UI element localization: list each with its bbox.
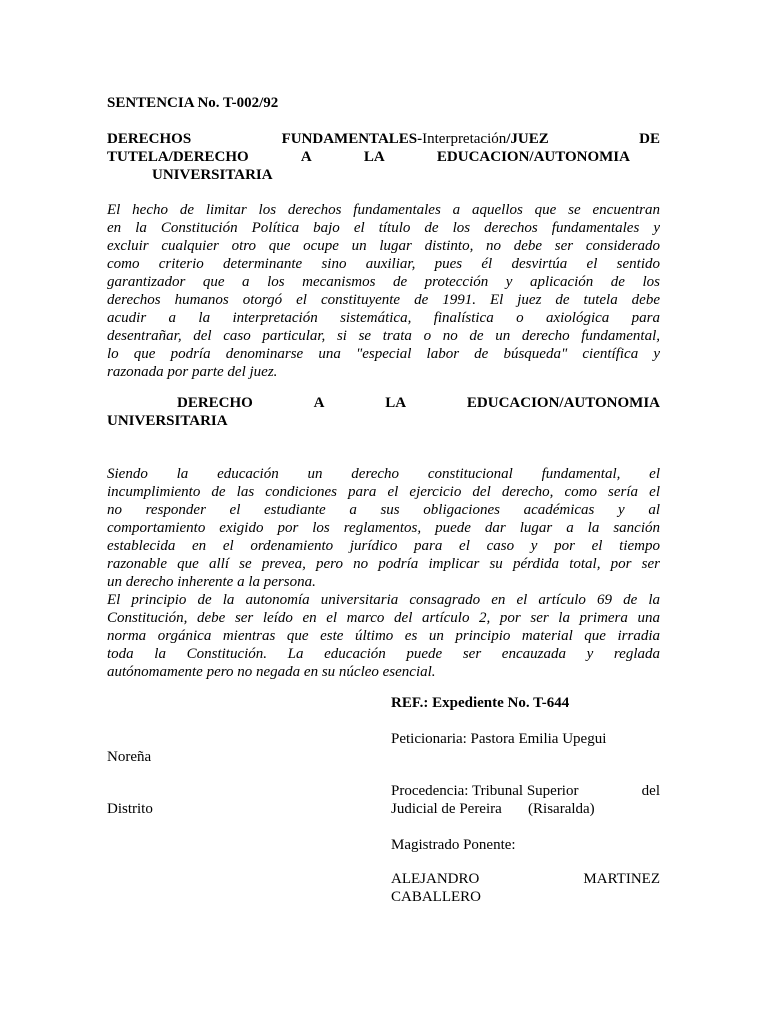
- text-line: Constitución, debe ser leído en el marco del artículo 2, por ser la primera una: [107, 610, 660, 626]
- heading-right-to-education: [107, 394, 660, 430]
- judge-second-surname: CABALLERO: [391, 889, 481, 905]
- origin-court: Procedencia: Tribunal Superior: [391, 783, 579, 799]
- text-line: acudir a la interpretación sistemática, finalística o axiológica para: [107, 310, 660, 326]
- text-line: incumplimiento de las condiciones para el ejercicio del derecho, como sería el: [107, 484, 660, 500]
- heading1-word: EDUCACION/AUTONOMIA: [436, 149, 630, 165]
- text-line: Siendo la educación un derecho constitucional fundamental, el: [107, 466, 660, 482]
- judge-first-name: ALEJANDRO: [391, 871, 480, 887]
- heading1-word: DE: [639, 131, 660, 147]
- reporting-judge-name: [391, 870, 660, 906]
- heading2-word: LA: [385, 395, 407, 411]
- heading2-line2: UNIVERSITARIA: [107, 413, 228, 429]
- heading1-word: TUTELA/DERECHO: [107, 149, 249, 165]
- text-line: norma orgánica mientras que este último es un principio material que irradia: [107, 628, 660, 644]
- petitioner-line: Peticionaria: Pastora Emilia Upegui: [391, 731, 607, 747]
- heading1-word: Interpretación: [422, 131, 507, 147]
- heading-fundamental-rights: [107, 130, 660, 184]
- heading2-word: EDUCACION/AUTONOMIA: [466, 395, 660, 411]
- heading1-word: DERECHOS: [107, 131, 192, 147]
- summary-paragraph-2: [107, 465, 660, 591]
- origin-word: del: [641, 783, 660, 799]
- origin-line: [391, 782, 660, 800]
- judge-surname: MARTINEZ: [583, 871, 660, 887]
- text-line: El hecho de limitar los derechos fundamentales a aquellos que se encuentran: [107, 202, 660, 218]
- text-line: lo que podría denominarse una "especial labor de búsqueda" científica y: [107, 346, 660, 362]
- origin-judicial: Judicial de Pereira (Risaralda): [391, 801, 595, 817]
- text-line: autónomamente pero no negada en su núcleo esencial.: [107, 664, 436, 680]
- text-line: razonable que allí se prevea, pero no podría implicar su pérdida total, por ser: [107, 556, 660, 572]
- text-line: desentrañar, del caso particular, si se trata o no de un derecho fundamental,: [107, 328, 660, 344]
- text-line: comportamiento exigido por los reglamentos, puede dar lugar a la sanción: [107, 520, 660, 536]
- text-line: en la Constitución Política bajo el título de los derechos fundamentales y: [107, 220, 660, 236]
- reference-number: REF.: Expediente No. T-644: [391, 695, 570, 711]
- sentence-title: SENTENCIA No. T-002/92: [107, 95, 279, 111]
- text-line: toda la Constitución. La educación puede ser encauzada y reglada: [107, 646, 660, 662]
- text-line: El principio de la autonomía universitaria consagrado en el artículo 69 de la: [107, 592, 660, 608]
- text-line: un derecho inherente a la persona.: [107, 574, 316, 590]
- heading1-word: FUNDAMENTALES-: [281, 131, 423, 147]
- petitioner-surname: Noreña: [107, 749, 152, 765]
- summary-paragraph-3: [107, 591, 660, 681]
- text-line: como criterio determinante sino auxiliar, pues él desvirtúa el sentido: [107, 256, 660, 272]
- summary-paragraph-1: [107, 201, 660, 381]
- text-line: razonada por parte del juez.: [107, 364, 278, 380]
- origin-district: Distrito: [107, 801, 153, 817]
- heading1-line3: UNIVERSITARIA: [152, 167, 273, 183]
- heading2-word: A: [313, 395, 325, 411]
- heading2-word: DERECHO: [177, 395, 253, 411]
- text-line: derechos humanos otorgó el constituyente de 1991. El juez de tutela debe: [107, 292, 660, 308]
- heading1-word: LA: [363, 149, 385, 165]
- text-line: excluir cualquier otro que ocupe un lugar distinto, no debe ser considerado: [107, 238, 660, 254]
- heading1-word: A: [300, 149, 312, 165]
- heading1-word: /JUEZ: [506, 131, 549, 147]
- text-line: no responder el estudiante a sus obligaciones académicas y al: [107, 502, 660, 518]
- text-line: establecida en el ordenamiento jurídico para el caso y por el tiempo: [107, 538, 660, 554]
- reporting-judge-label: Magistrado Ponente:: [391, 837, 516, 853]
- text-line: garantizador que a los mecanismos de protección y aplicación de los: [107, 274, 660, 290]
